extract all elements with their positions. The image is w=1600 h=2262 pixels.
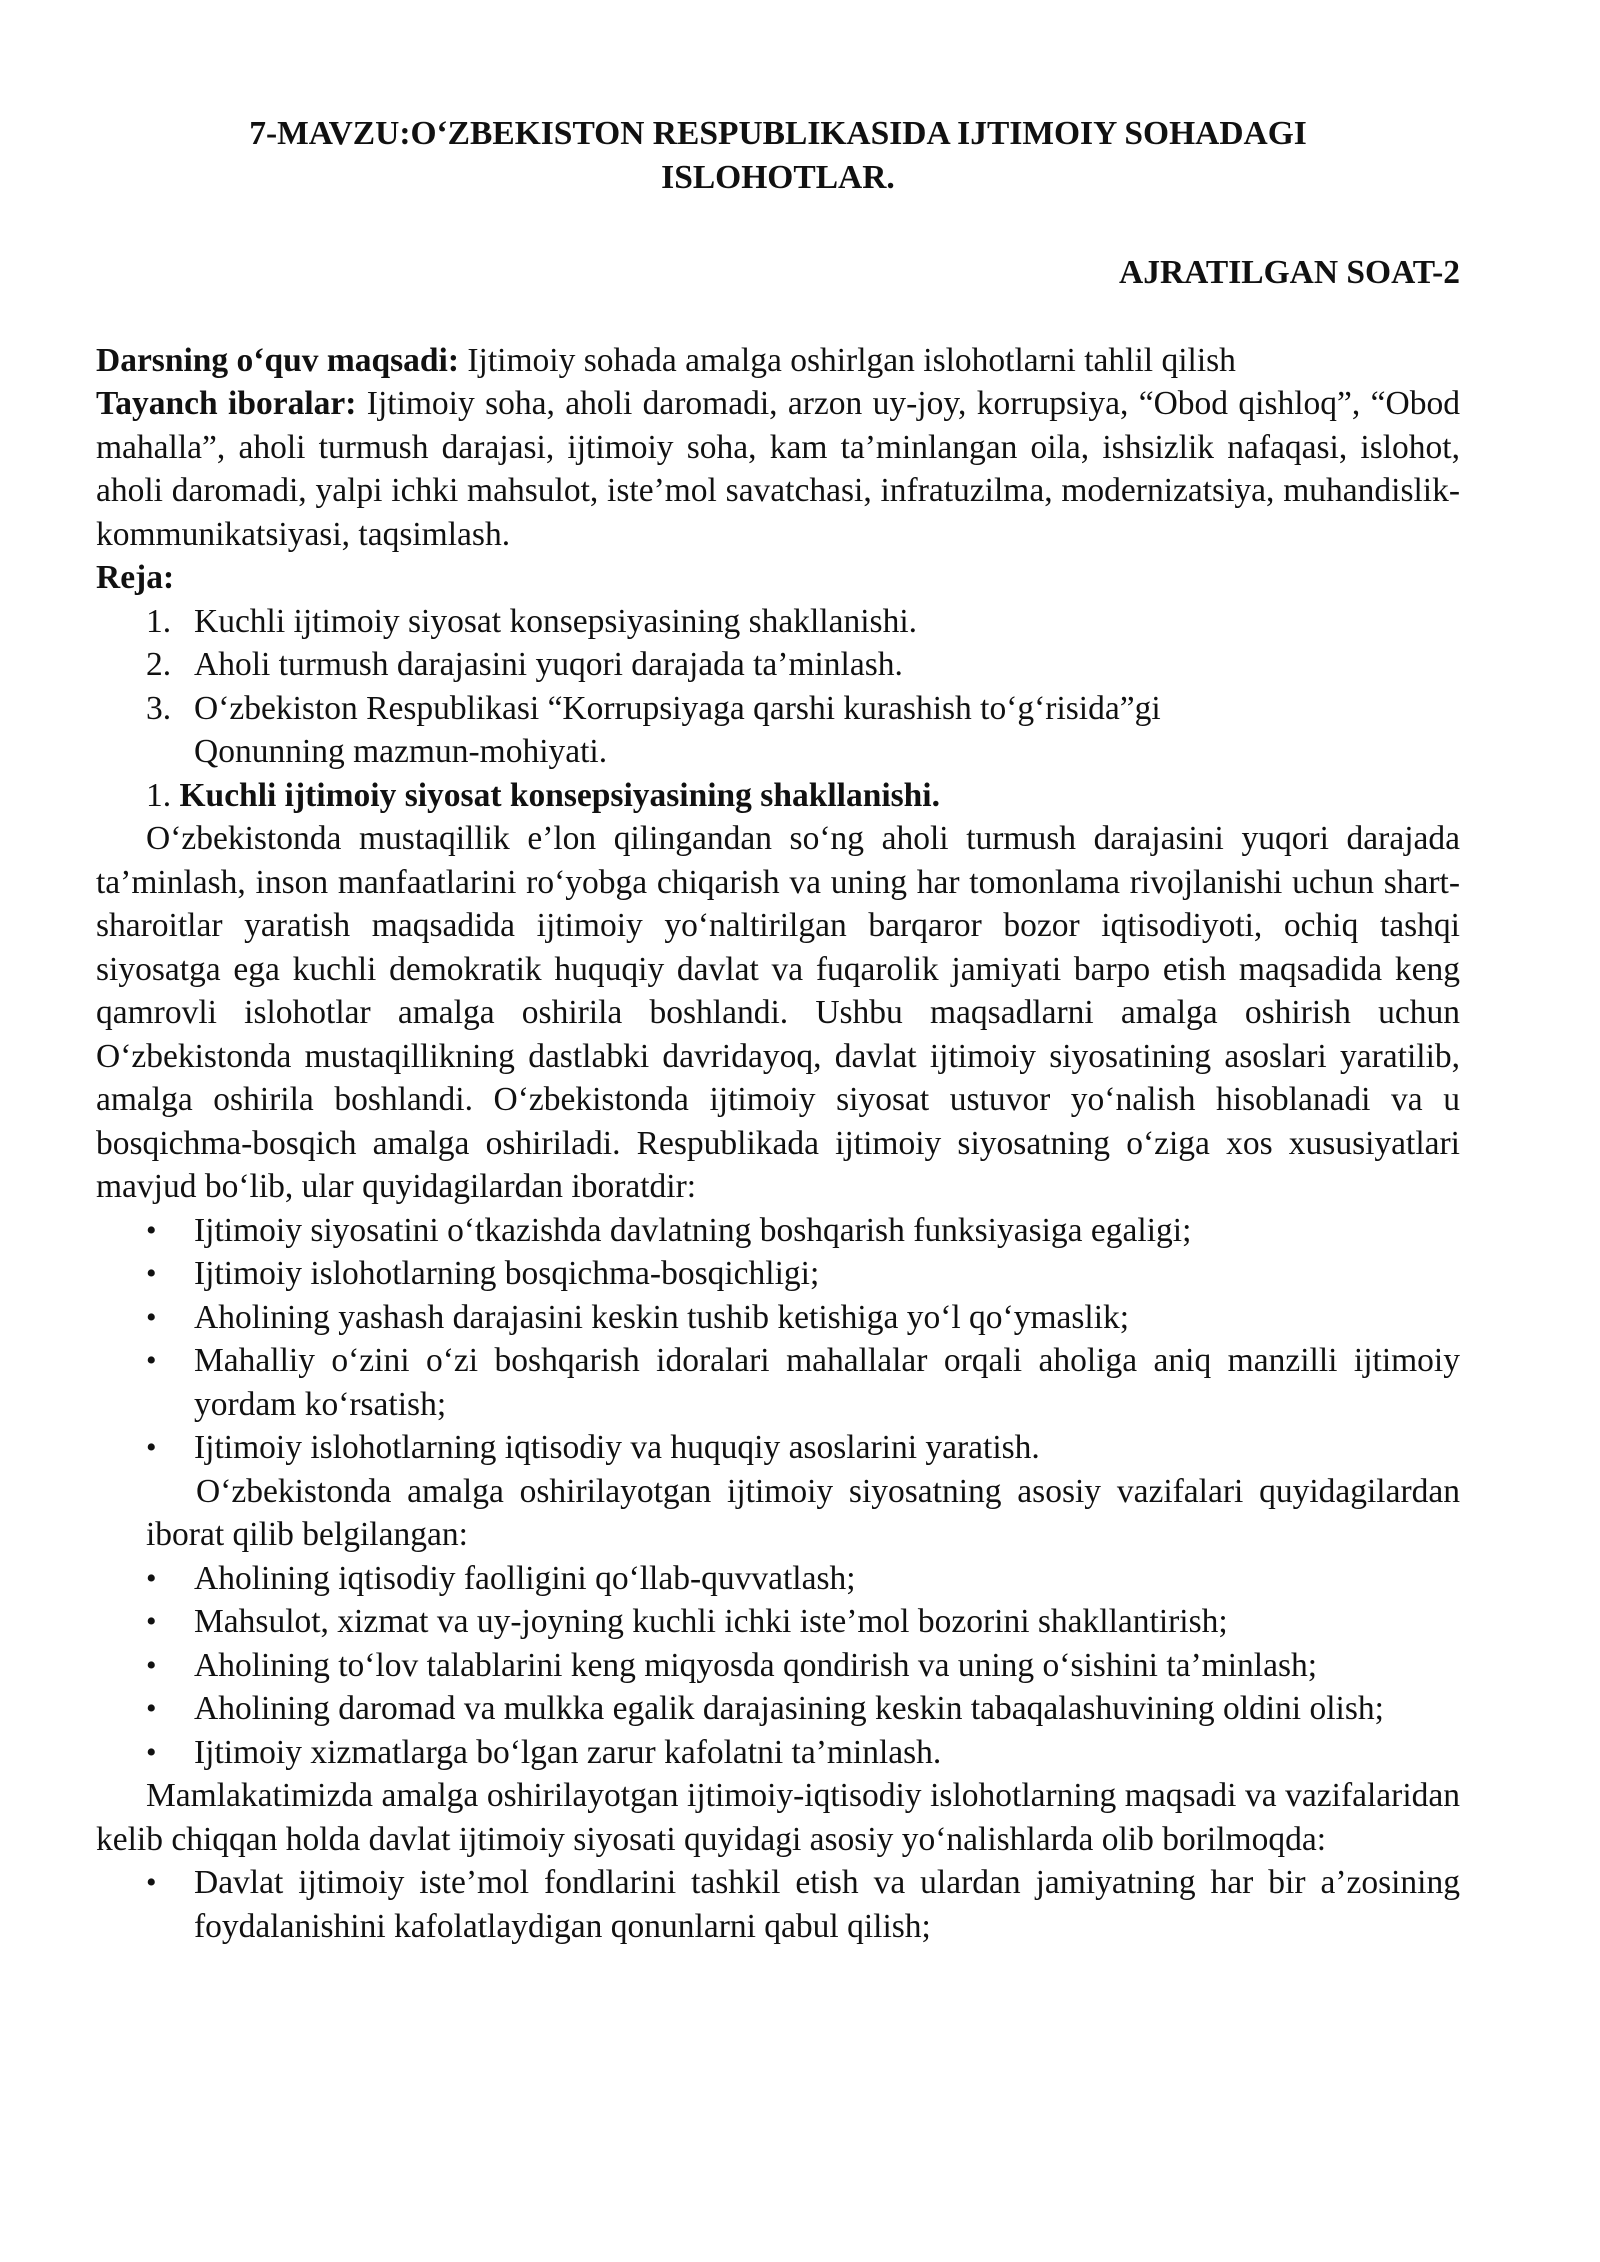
plan-item-number: 3. xyxy=(146,689,172,727)
bullet-item xyxy=(96,1426,1460,1470)
plan-item-number: 1. xyxy=(146,602,172,640)
bullet-item xyxy=(96,1687,1460,1731)
paragraph: Mamlakatimizda amalga oshirilayotgan ijtimoiy-iqtisodiy islohotlarning maqsadi va vazifalaridan kelib chiqqan holda davlat ijtimoiy siyosati quyidagi asosiy yo‘nalishlarda olib borilmoqda: xyxy=(96,1777,1460,1858)
bullet-icon: • xyxy=(146,1213,157,1247)
plan-label: Reja: xyxy=(96,559,175,596)
bullet-text: Davlat ijtimoiy iste’mol fondlarini tashkil etish va ulardan jamiyatning har bir a’zosining foydalanishini kafolatlaydigan qonunlarni qabul qilish; xyxy=(194,1864,1460,1945)
bullet-icon: • xyxy=(146,1648,157,1682)
document-body xyxy=(96,112,1460,1948)
bullet-item xyxy=(96,1644,1460,1688)
section-heading xyxy=(96,774,1460,818)
bullet-text: Aholining to‘lov talablarini keng miqyosda qondirish va uning o‘sishini ta’minlash; xyxy=(194,1646,1318,1684)
bullet-icon: • xyxy=(146,1561,157,1595)
paragraph: O‘zbekistonda mustaqillik e’lon qilingandan so‘ng aholi turmush darajasini yuqori darajada ta’minlash, inson manfaatlarini ro‘yobga chiqarish va uning har tomonlama rivojlanishi uchun shart-sharoitlar yaratish maqsadida ijtimoiy yo‘naltirilgan barqaror bozor iqtisodiyoti, ochiq tashqi siyosatga ega kuchli demokratik huquqiy davlat va fuqarolik jamiyati barpo etish maqsadida keng qamrovli islohotlar amalga oshirila boshlandi. Ushbu maqsadlarni amalga oshirish uchun O‘zbekistonda mustaqillikning dastlabki davridayoq, davlat ijtimoiy siyosatining asoslari yaratilib, amalga oshirila boshlandi. O‘zbekistonda ijtimoiy siyosat ustuvor yo‘nalish hisoblanadi va u bosqichma-bosqich amalga oshiriladi. Respublikada ijtimoiy siyosatning o‘ziga xos xususiyatlari mavjud bo‘lib, ular quyidagilardan iboratdir: xyxy=(96,820,1460,1205)
bullet-item xyxy=(96,1252,1460,1296)
bullet-list xyxy=(96,1557,1460,1775)
lesson-goal xyxy=(96,339,1460,383)
bullet-icon: • xyxy=(146,1257,157,1290)
bullet-icon: • xyxy=(146,1866,157,1899)
plan-item xyxy=(96,643,1460,687)
bullet-list xyxy=(96,1209,1460,1470)
keywords-label: Tayanch iboralar: xyxy=(96,385,357,422)
bullet-icon: • xyxy=(146,1735,157,1769)
plan-item-text: Aholi turmush darajasini yuqori darajada ta’minlash. xyxy=(194,646,903,683)
plan-item xyxy=(96,687,1460,774)
bullet-item xyxy=(96,1600,1460,1644)
section-number: 1. xyxy=(146,776,180,814)
lesson-goal-text: Ijtimoiy sohada amalga oshirlgan islohotlarni tahlil qilish xyxy=(459,341,1236,379)
bullet-text: Mahalliy o‘zini o‘zi boshqarish idoralari mahallalar orqali aholiga aniq manzilli ijtimoiy yordam ko‘rsatish; xyxy=(194,1342,1460,1423)
bullet-icon: • xyxy=(146,1605,157,1638)
bullet-item xyxy=(96,1296,1460,1340)
plan-item-text: O‘zbekiston Respublikasi “Korrupsiyaga qarshi kurashish to‘g‘risida”gi Qonunning mazmun-mohiyati. xyxy=(194,689,1161,770)
page-title: 7-MAVZU:O‘ZBEKISTON RESPUBLIKASIDA IJTIMOIY SOHADAGI ISLOHOTLAR. xyxy=(249,115,1307,196)
bullet-item xyxy=(96,1861,1460,1948)
keywords-text: Ijtimoiy soha, aholi daromadi, arzon uy-joy, korrupsiya, “Obod qishloq”, “Obod mahalla”, aholi turmush darajasi, ijtimoiy soha, kam ta’minlangan oila, ishsizlik nafaqasi, islohot, aholi daromadi, yalpi ichki mahsulot, iste’mol savatchasi, infratuzilma, modernizatsiya, muhandislik-kommunikatsiyasi, taqsimlash. xyxy=(96,385,1460,553)
bullet-icon: • xyxy=(146,1431,157,1464)
paragraph: O‘zbekistonda amalga oshirilayotgan ijtimoiy siyosatning asosiy vazifalari quyidagilardan iborat qilib belgilangan: xyxy=(146,1472,1460,1553)
bullet-text: Ijtimoiy islohotlarning iqtisodiy va huquqiy asoslarini yaratish. xyxy=(194,1429,1040,1466)
bullet-icon: • xyxy=(146,1692,157,1725)
bullet-text: Ijtimoiy xizmatlarga bo‘lgan zarur kafolatni ta’minlash. xyxy=(194,1733,942,1771)
plan-item xyxy=(96,600,1460,644)
bullet-item xyxy=(96,1557,1460,1601)
plan-item-text: Kuchli ijtimoiy siyosat konsepsiyasining shakllanishi. xyxy=(194,602,918,640)
bullet-icon: • xyxy=(146,1300,157,1334)
keywords xyxy=(96,382,1460,556)
plan-item-number: 2. xyxy=(146,646,172,683)
plan-list xyxy=(96,600,1460,774)
bullet-text: Aholining yashash darajasini keskin tushib ketishiga yo‘l qo‘ymaslik; xyxy=(194,1298,1130,1336)
bullet-item xyxy=(96,1209,1460,1253)
section-title: Kuchli ijtimoiy siyosat konsepsiyasining shakllanishi. xyxy=(179,776,940,814)
bullet-item xyxy=(96,1339,1460,1426)
bullet-list xyxy=(96,1861,1460,1948)
bullet-text: Aholining daromad va mulkka egalik darajasining keskin tabaqalashuvining oldini olish; xyxy=(194,1690,1384,1727)
bullet-item xyxy=(96,1731,1460,1775)
bullet-text: Ijtimoiy islohotlarning bosqichma-bosqichligi; xyxy=(194,1255,820,1292)
bullet-text: Mahsulot, xizmat va uy-joyning kuchli ichki iste’mol bozorini shakllantirish; xyxy=(194,1603,1228,1640)
lesson-goal-label: Darsning o‘quv maqsadi: xyxy=(96,341,460,379)
bullet-text: Aholining iqtisodiy faolligini qo‘llab-quvvatlash; xyxy=(194,1559,856,1597)
allocated-hours: AJRATILGAN SOAT-2 xyxy=(1119,254,1460,291)
bullet-icon: • xyxy=(146,1344,157,1377)
bullet-text: Ijtimoiy siyosatini o‘tkazishda davlatning boshqarish funksiyasiga egaligi; xyxy=(194,1211,1192,1249)
